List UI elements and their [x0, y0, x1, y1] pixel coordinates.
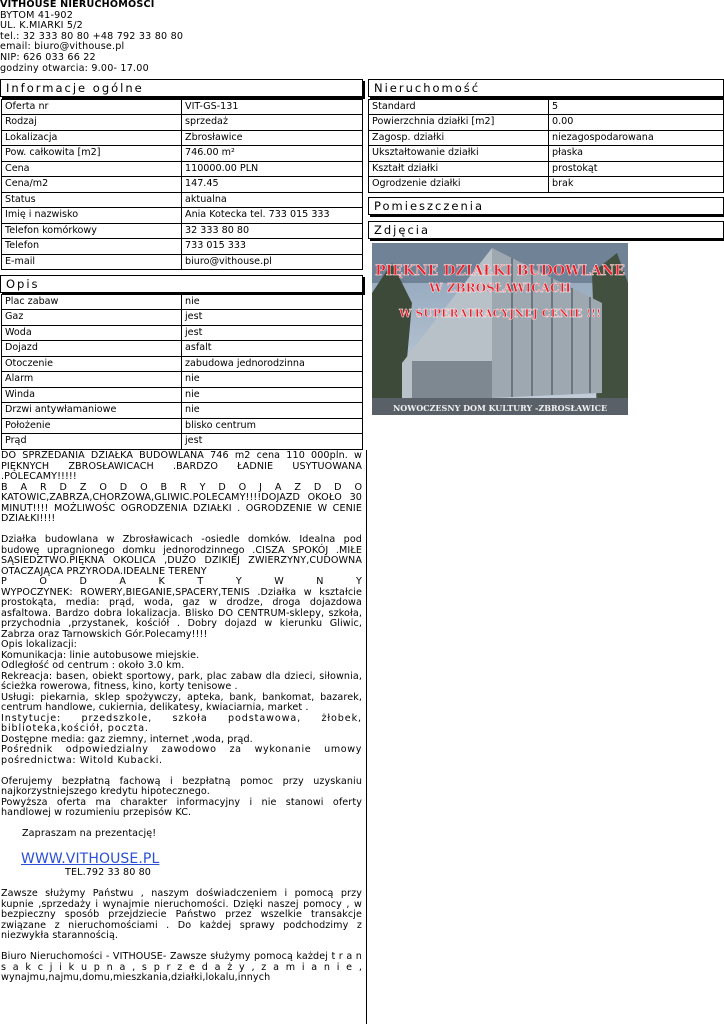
general-info-row — [1, 99, 363, 115]
general-info-value: 32 333 80 80 — [182, 224, 363, 240]
property-info-value: brak — [549, 177, 724, 193]
desc-location-title: Opis lokalizacji: — [1, 639, 77, 650]
property-info-table — [368, 99, 724, 193]
agency-name: VITHOUSE NIERUCHOMOŚCI — [0, 0, 155, 10]
property-info-label: Powierzchnia działki [m2] — [368, 115, 549, 131]
description-divider — [366, 450, 724, 1024]
opis-info-label: Dojazd — [1, 341, 182, 357]
opis-info-label: Drzwi antywłamaniowe — [1, 403, 182, 419]
opis-section-title: Opis — [0, 275, 363, 293]
opis-info-row — [1, 434, 363, 450]
opis-info-label: Winda — [1, 388, 182, 404]
opis-info-row — [1, 419, 363, 435]
property-info-value: 5 — [549, 99, 724, 115]
desc-disclaimer: Powyższa oferta ma charakter informacyjny i nie stanowi oferty handlowej w rozumieniu przepisów KC. — [1, 796, 362, 818]
opis-info-value: nie — [182, 294, 363, 310]
desc-agent: Pośrednik odpowiedzialny zawodowo za wykonanie umowy pośrednictwa: Witold Kubacki. — [1, 744, 362, 766]
property-info-label: Zagosp. działki — [368, 131, 549, 147]
desc-recreation: Rekreacja: basen, obiekt sportowy, park, plac zabaw dla dzieci, siłownia, ścieżka rowerowa, fitness, kino, korty tenisowe . — [1, 670, 362, 692]
general-info-row — [1, 224, 363, 240]
general-info-value: 110000.00 PLN — [182, 162, 363, 178]
agency-city: BYTOM 41-902 — [0, 9, 74, 21]
property-info-row — [368, 162, 724, 178]
opis-info-row — [1, 372, 363, 388]
opis-info-label: Plac zabaw — [1, 294, 182, 310]
general-info-value: aktualna — [182, 193, 363, 209]
property-section-title: Nieruchomość — [368, 79, 724, 97]
opis-table — [1, 294, 363, 450]
opis-info-label: Prąd — [1, 434, 182, 450]
opis-info-label: Otoczenie — [1, 357, 182, 373]
general-info-value: biuro@vithouse.pl — [182, 255, 363, 271]
opis-info-label: Alarm — [1, 372, 182, 388]
property-info-value: 0.00 — [549, 115, 724, 131]
general-info-label: Cena/m2 — [1, 177, 182, 193]
general-info-row — [1, 162, 363, 178]
property-info-row — [368, 146, 724, 162]
general-info-label: Telefon — [1, 239, 182, 255]
opis-info-label: Położenie — [1, 419, 182, 435]
opis-info-value: nie — [182, 372, 363, 388]
general-info-label: Rodzaj — [1, 115, 182, 131]
property-info-label: Standard — [368, 99, 549, 115]
opis-info-value: asfalt — [182, 341, 363, 357]
desc-intro-spaced: B A R D Z O D O B R Y D O J A Z D D O — [1, 481, 362, 493]
general-info-label: Oferta nr — [1, 99, 182, 115]
property-info-row — [368, 115, 724, 131]
opis-info-row — [1, 294, 363, 310]
general-info-row — [1, 131, 363, 147]
desc-credit: Oferujemy bezpłatną fachową i bezpłatną pomoc przy uzyskaniu najkorzystniejszego kredytu hipotecznego. — [1, 775, 362, 797]
property-info-value: płaska — [549, 146, 724, 162]
general-info-label: Telefon komórkowy — [1, 224, 182, 240]
photo-bottom-caption: NOWOCZESNY DOM KULTURY -ZBROSŁAWICE — [392, 403, 608, 413]
photo-caption-line-1: PIĘKNE DZIAŁKI BUDOWLANE — [375, 263, 625, 279]
desc-plot: Działka budowlana w Zbrosławicach -osiedle domków. Idealna pod budowę upragnionego domku jednorodzinnego .CISZA SPOKÓJ .MIŁE SĄSIEDZTWO.PIĘKNA OKOLICA ,DUŻO DZIKIEJ ZWIERZYNY,CUDOWNA OTACZAJĄCA PRZYRODA.IDEALNE TERENY — [1, 534, 362, 577]
opis-info-value: nie — [182, 403, 363, 419]
general-info-value: sprzedaż — [182, 115, 363, 131]
opis-info-row — [1, 310, 363, 326]
agency-street: UL. K.MIARKI 5/2 — [0, 20, 83, 32]
property-photo[interactable] — [372, 243, 628, 415]
property-info-row — [368, 99, 724, 115]
general-info-value: Ania Kotecka tel. 733 015 333 — [182, 208, 363, 224]
general-info-row — [1, 208, 363, 224]
opis-info-row — [1, 357, 363, 373]
website-link[interactable]: WWW.VITHOUSE.PL — [21, 851, 160, 867]
general-info-row — [1, 255, 363, 271]
property-info-value: niezagospodarowana — [549, 131, 724, 147]
desc-institutions: Instytucje: przedszkole, szkoła podstawowa, żłobek, biblioteka,kościół, poczta. — [1, 712, 362, 734]
agency-email: email: biuro@vithouse.pl — [0, 41, 125, 53]
opis-info-label: Woda — [1, 326, 182, 342]
opis-info-value: nie — [182, 388, 363, 404]
general-info-value: Zbrosławice — [182, 131, 363, 147]
photo-caption-line-3: W SUPERATRACYJNEJ CENIE !!! — [399, 307, 601, 320]
general-info-value: 746.00 m² — [182, 146, 363, 162]
desc-intro-cont: KATOWIC,ZABRZA,CHORZOWA,GLIWIC.POLECAMY!!!!DOJAZD OKOŁO 30 MINUT!!!! MOŻLIWOŚC OGRODZENIA DZIAŁKI . OGRODZENIE W CENIE DZIAŁKI!!!! — [1, 492, 362, 524]
desc-agency-note: Biuro Nieruchomości - VITHOUSE- Zawsze służymy pomocą każdej t r a n s a k c j i k u p n a , s p r z e d a ż y , z a m i a n i e , wynajmu,najmu,domu,mieszkania,działki,lokalu,innych — [1, 951, 362, 983]
agency-header — [0, 0, 183, 74]
desc-tel: TEL.792 33 80 80 — [65, 867, 151, 878]
general-info-label: Imię i nazwisko — [1, 208, 182, 224]
general-info-value: VIT-GS-131 — [182, 99, 363, 115]
general-info-row — [1, 115, 363, 131]
desc-distance: Odległość od centrum : około 3.0 km. — [1, 660, 185, 671]
building-photo-illustration — [372, 243, 628, 415]
photo-caption-line-2: W ZBROSŁAWICACH — [429, 281, 571, 295]
general-info-row — [1, 239, 363, 255]
opis-info-value: jest — [182, 310, 363, 326]
property-info-label: Ogrodzenie działki — [368, 177, 549, 193]
general-info-row — [1, 177, 363, 193]
opis-info-row — [1, 388, 363, 404]
opis-info-value: zabudowa jednorodzinna — [182, 357, 363, 373]
general-info-label: Status — [1, 193, 182, 209]
general-info-label: E-mail — [1, 255, 182, 271]
desc-media: Dostępne media: gaz ziemny, internet ,woda, prąd. — [1, 733, 253, 745]
general-info-value: 733 015 333 — [182, 239, 363, 255]
agency-phones: tel.: 32 333 80 80 +48 792 33 80 80 — [0, 30, 184, 42]
opis-info-value: jest — [182, 434, 363, 450]
general-info-label: Lokalizacja — [1, 131, 182, 147]
desc-plot-cont: WYPOCZYNEK: ROWERY,BIEGANIE,SPACERY,TENIS .Działka w kształcie prostokąta, media: prąd, woda, gaz w drodze, droga dojazdowa asfaltowa. Bardzo dobra lokalizacja. Blisko DO CENTRUM-sklepy, szkoła, przychodnia ,przystanek, kościół . Dobry dojazd w kierunku Gliwic, Zabrza oraz Tarnowskich Gór.Polecamy!!!! — [1, 586, 362, 640]
property-info-row — [368, 131, 724, 147]
general-info-value: 147.45 — [182, 177, 363, 193]
property-info-row — [368, 177, 724, 193]
opis-info-row — [1, 403, 363, 419]
desc-service-note: Zawsze służymy Państwu , naszym doświadczeniem i pomocą przy kupnie ,sprzedaży i wynajmie nieruchomości. Dzięki naszej pomocy , w bezpieczny sposób przejdziecie Państwo przez wszelkie transakcje związane z nieruchomościami . Do każdej sprawy podchodzimy z niezwykła starannością. — [1, 888, 362, 941]
general-section-title: Informacje ogólne — [0, 79, 363, 97]
general-info-label: Cena — [1, 162, 182, 178]
opis-info-row — [1, 326, 363, 342]
description-text — [1, 451, 362, 984]
general-info-row — [1, 193, 363, 209]
general-info-table — [1, 99, 363, 270]
desc-plot-spaced: P O D A K T Y W N Y — [1, 576, 362, 587]
property-info-value: prostokąt — [549, 162, 724, 178]
desc-invite: Zapraszam na prezentację! — [22, 828, 157, 839]
rooms-section-title: Pomieszczenia — [368, 197, 724, 215]
desc-services: Usługi: piekarnia, sklep spożywczy, apteka, bank, bankomat, bazarek, centrum handlowe, cukiernia, delikatesy, kwiaciarnia, market . — [1, 691, 362, 713]
property-info-label: Ukształtowanie działki — [368, 146, 549, 162]
opis-info-label: Gaz — [1, 310, 182, 326]
opis-info-row — [1, 341, 363, 357]
general-info-label: Pow. całkowita [m2] — [1, 146, 182, 162]
desc-intro: DO SPRZEDANIA DZIAŁKA BUDOWLANA 746 m2 cena 110 000pln. w PIĘKNYCH ZBROSŁAWICACH .BARDZO ŁADNIE USYTUOWANA .POLECAMY!!!!! — [1, 450, 362, 482]
opis-info-value: blisko centrum — [182, 419, 363, 435]
desc-transport: Komunikacja: linie autobusowe miejskie. — [1, 649, 200, 661]
property-info-label: Kształt działki — [368, 162, 549, 178]
opis-info-value: jest — [182, 326, 363, 342]
agency-hours: godziny otwarcia: 9.00- 17.00 — [0, 62, 149, 74]
general-info-row — [1, 146, 363, 162]
agency-nip: NIP: 626 033 66 22 — [0, 51, 96, 63]
photos-section-title: Zdjęcia — [368, 221, 724, 239]
